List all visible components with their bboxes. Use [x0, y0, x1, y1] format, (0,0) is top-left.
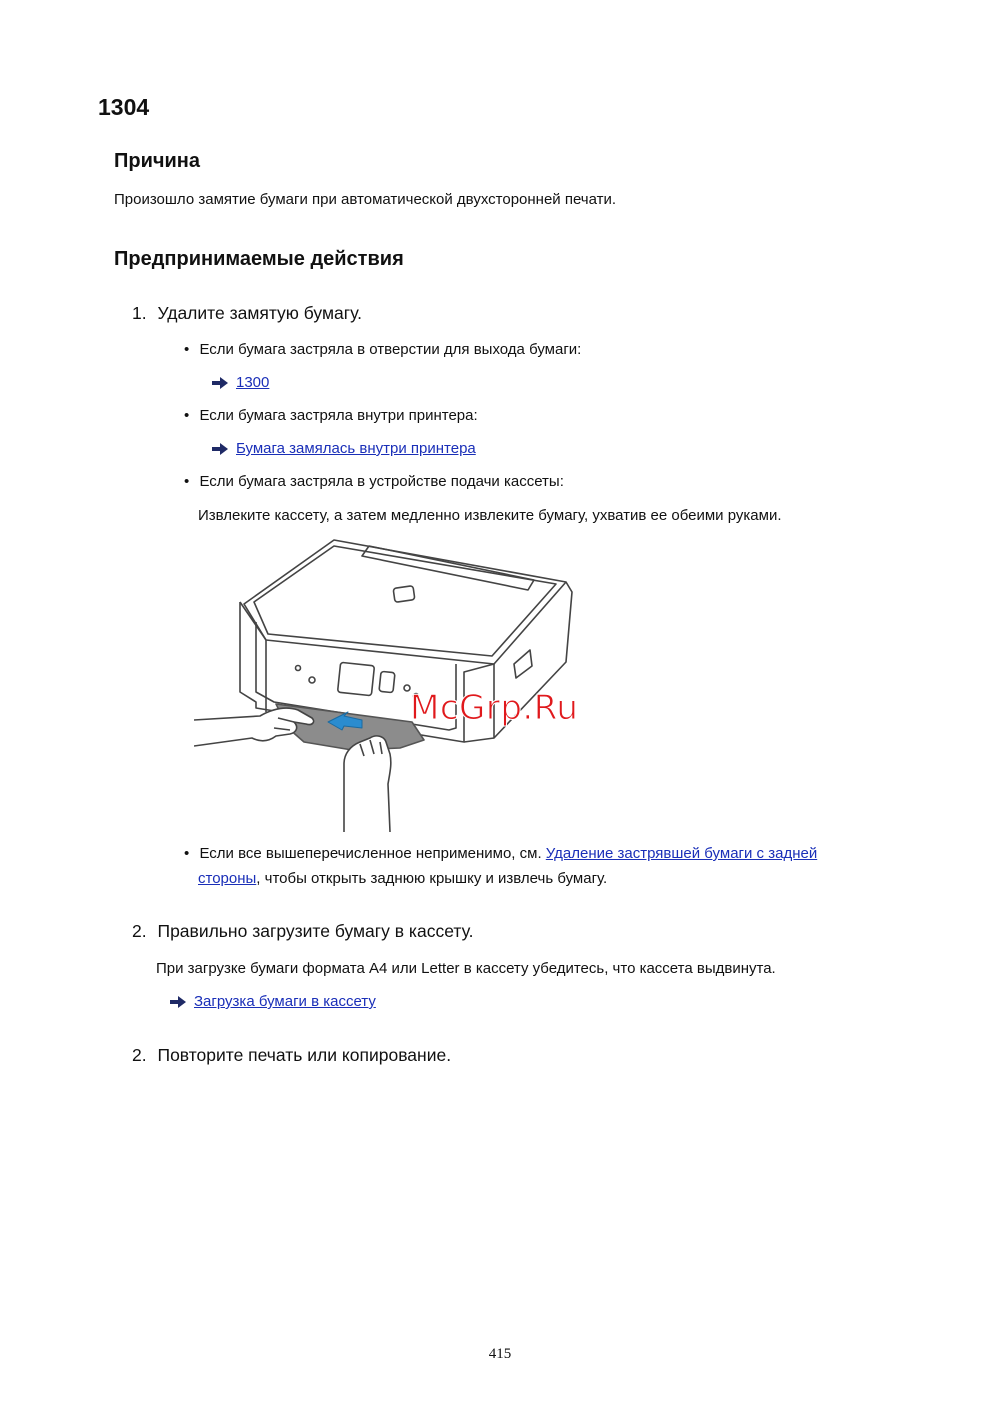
step-2-number: 2. [132, 921, 147, 941]
bullet-inside-printer [184, 406, 478, 426]
arrow-right-icon [212, 377, 228, 389]
watermark: McGrp.Ru [410, 688, 579, 728]
step-2 [132, 921, 473, 942]
bullet-text: Если бумага застряла в отверстии для выхода бумаги: [199, 341, 582, 358]
step-2-label: Правильно загрузите бумагу в кассету. [157, 921, 474, 941]
link-row-1300 [212, 373, 269, 393]
bullet-cassette-feed [184, 472, 564, 492]
bullet-dot: • [184, 407, 190, 424]
arrow-right-icon [170, 996, 186, 1008]
link-rear-side-line1[interactable]: Удаление застрявшей бумаги с задней [545, 845, 818, 862]
bullet-dot: • [184, 845, 190, 862]
printer-illustration [194, 532, 614, 832]
bullet-text-suffix: , чтобы открыть заднюю крышку и извлечь бумагу. [256, 870, 608, 887]
cause-heading: Причина [114, 150, 200, 172]
bullet-text: Если бумага застряла в устройстве подачи кассеты: [199, 473, 564, 490]
link-1300[interactable]: 1300 [236, 374, 270, 391]
link-row-inside-printer [212, 439, 476, 459]
step-3-label: Повторите печать или копирование. [157, 1045, 452, 1065]
step-1 [132, 303, 362, 324]
step-2-note: При загрузке бумаги формата A4 или Letter в кассету убедитесь, что кассета выдвинута. [156, 960, 776, 977]
link-rear-side-line2[interactable]: стороны [198, 870, 257, 887]
step-3 [132, 1045, 451, 1066]
page-title: 1304 [98, 94, 150, 120]
step-1-number: 1. [132, 303, 147, 323]
actions-heading: Предпринимаемые действия [114, 248, 404, 270]
cause-text: Произошло замятие бумаги при автоматической двухсторонней печати. [114, 191, 617, 208]
link-row-load-cassette [170, 992, 376, 1012]
cassette-instruction: Извлеките кассету, а затем медленно извлеките бумагу, ухватив ее обеими руками. [198, 507, 782, 524]
page-number: 415 [488, 1346, 512, 1362]
bullet-text: Если бумага застряла внутри принтера: [199, 407, 478, 424]
link-paper-jammed-inside[interactable]: Бумага замялась внутри принтера [236, 440, 476, 457]
bullet-text-prefix: Если все вышеперечисленное неприменимо, см. [199, 845, 542, 862]
link-load-paper-cassette[interactable]: Загрузка бумаги в кассету [194, 993, 376, 1010]
arrow-right-icon [212, 443, 228, 455]
bullet-rear-side [184, 844, 817, 864]
step-3-number: 2. [132, 1045, 147, 1065]
step-1-label: Удалите замятую бумагу. [157, 303, 362, 323]
bullet-dot: • [184, 341, 190, 358]
bullet-exit-slot [184, 340, 581, 360]
bullet-dot: • [184, 473, 190, 490]
bullet-rear-side-cont [198, 869, 607, 889]
